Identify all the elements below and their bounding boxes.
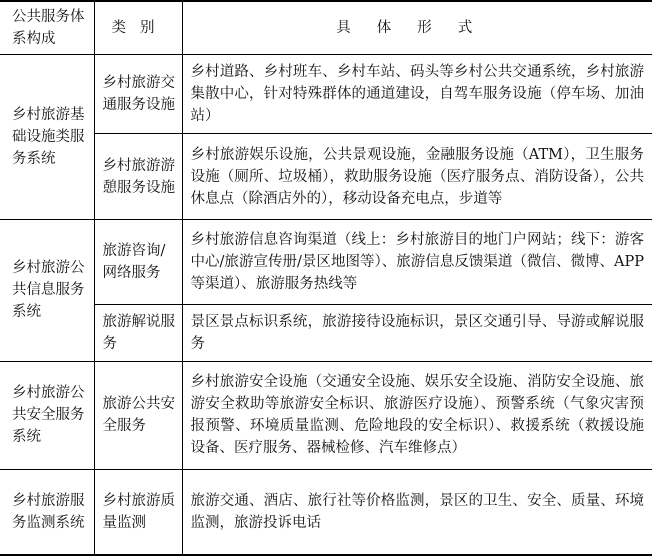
header-form: 具体形式 bbox=[182, 1, 652, 55]
table-row bbox=[0, 305, 652, 361]
header-row bbox=[0, 1, 652, 55]
header-category: 类别 bbox=[94, 1, 182, 55]
table-row bbox=[0, 55, 652, 134]
group-name: 乡村旅游服务监测系统 bbox=[0, 469, 94, 555]
form-cell: 乡村道路、乡村班车、乡村车站、码头等乡村公共交通系统，乡村旅游集散中心，针对特殊群体的通道建设，自驾车服务设施（停车场、加油站） bbox=[182, 55, 652, 134]
category-cell: 乡村旅游游憩服务设施 bbox=[94, 134, 182, 219]
table-row bbox=[0, 361, 652, 469]
category-cell: 乡村旅游质量监测 bbox=[94, 469, 182, 555]
form-cell: 旅游交通、酒店、旅行社等价格监测，景区的卫生、安全、质量、环境监测，旅游投诉电话 bbox=[182, 469, 652, 555]
form-cell: 乡村旅游娱乐设施，公共景观设施，金融服务设施（ATM），卫生服务设施（厕所、垃圾桶），救助服务设施（医疗服务点、消防设备），公共休息点（除酒店外的），移动设备充电点，步道等 bbox=[182, 134, 652, 219]
table-row bbox=[0, 219, 652, 304]
form-cell: 乡村旅游信息咨询渠道（线上：乡村旅游目的地门户网站；线下：游客中心/旅游宣传册/景区地图等）、旅游信息反馈渠道（微信、微博、APP等渠道）、旅游服务热线等 bbox=[182, 219, 652, 304]
group-name: 乡村旅游公共信息服务系统 bbox=[0, 219, 94, 361]
group-name: 乡村旅游基础设施类服务系统 bbox=[0, 55, 94, 220]
form-cell: 景区景点标识系统，旅游接待设施标识，景区交通引导、导游或解说服务 bbox=[182, 305, 652, 361]
form-cell: 乡村旅游安全设施（交通安全设施、娱乐安全设施、消防安全设施、旅游安全救助等旅游安全标识、旅游医疗设施）、预警系统（气象灾害预报预警、环境质量监测、危险地段的安全标识）、救援系统（救援设施设备、医疗服务、器械检修、汽车维修点） bbox=[182, 361, 652, 469]
category-cell: 乡村旅游交通服务设施 bbox=[94, 55, 182, 134]
category-cell: 旅游解说服务 bbox=[94, 305, 182, 361]
table-row bbox=[0, 134, 652, 219]
table-row bbox=[0, 469, 652, 555]
category-cell: 旅游公共安全服务 bbox=[94, 361, 182, 469]
category-cell: 旅游咨询/网络服务 bbox=[94, 219, 182, 304]
header-composition: 公共服务体系构成 bbox=[0, 1, 94, 55]
group-name: 乡村旅游公共安全服务系统 bbox=[0, 361, 94, 469]
